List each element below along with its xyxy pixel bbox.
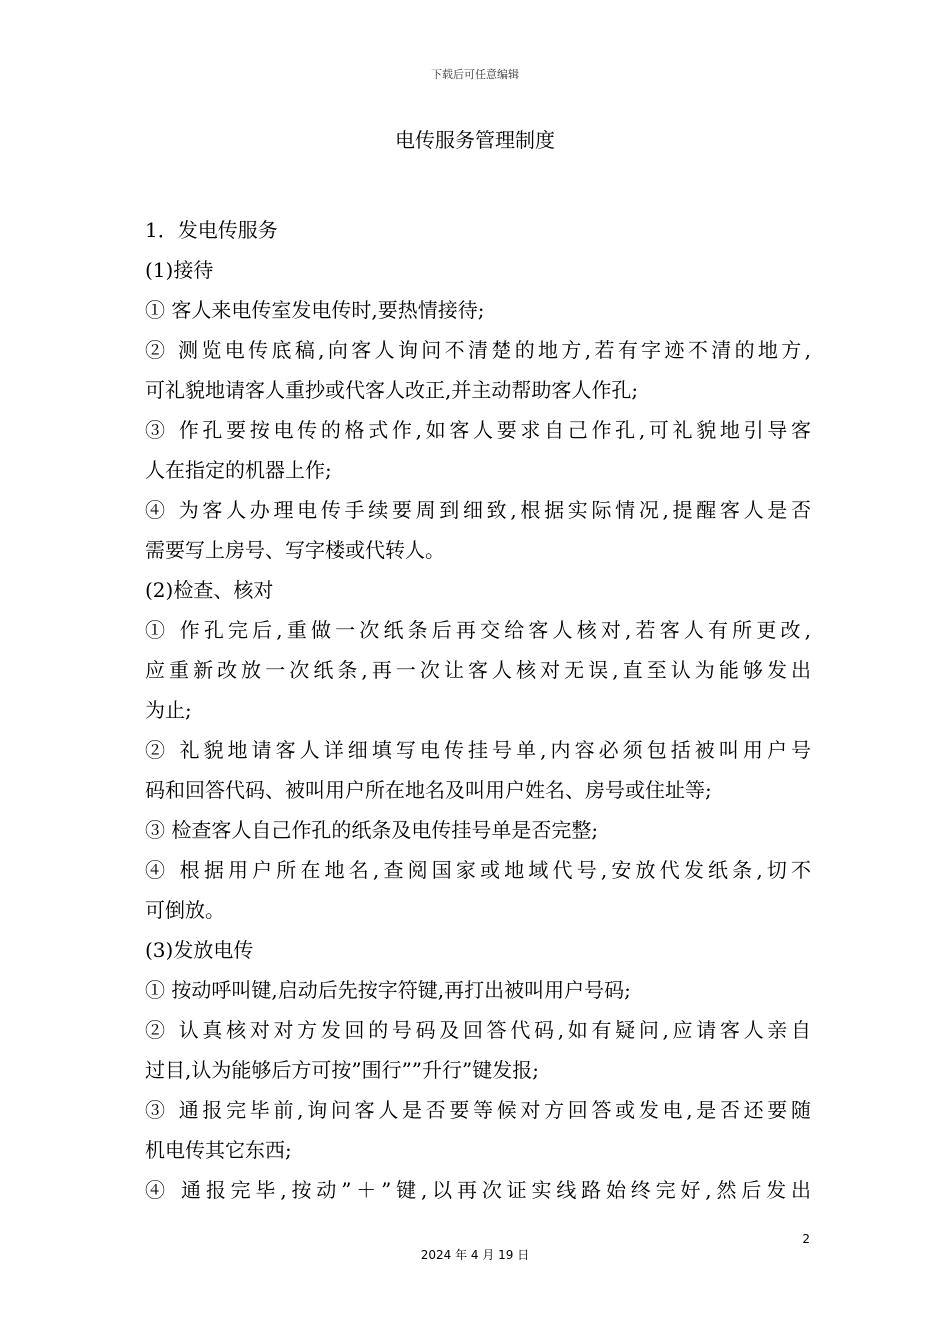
body-line: ④ 通报完毕,按动”＋”键,以再次证实线路始终完好,然后发出 bbox=[145, 1178, 811, 1202]
body-line: 人在指定的机器上作; bbox=[145, 458, 332, 482]
body-line: ④ 根据用户所在地名,查阅国家或地域代号,安放代发纸条,切不 bbox=[145, 858, 811, 882]
body-line: 过目,认为能够后方可按”围行””升行”键发报; bbox=[145, 1058, 539, 1082]
body-line: ④ 为客人办理电传手续要周到细致,根据实际情况,提醒客人是否 bbox=[145, 498, 811, 522]
header-note: 下载后可任意编辑 bbox=[431, 68, 519, 81]
document-body bbox=[145, 210, 811, 1210]
document-title: 电传服务管理制度 bbox=[395, 128, 555, 152]
body-line: 可倒放。 bbox=[145, 898, 225, 922]
body-line: 应重新改放一次纸条,再一次让客人核对无误,直至认为能够发出 bbox=[145, 658, 811, 682]
body-line: (3)发放电传 bbox=[145, 938, 254, 962]
body-line: ② 礼貌地请客人详细填写电传挂号单,内容必须包括被叫用户号 bbox=[145, 738, 811, 762]
body-line: 机电传其它东西; bbox=[145, 1138, 292, 1162]
body-line: 码和回答代码、被叫用户所在地名及叫用户姓名、房号或住址等; bbox=[145, 778, 712, 802]
body-line: ③ 检查客人自己作孔的纸条及电传挂号单是否完整; bbox=[145, 818, 599, 842]
body-line: ① 按动呼叫键,启动后先按字符键,再打出被叫用户号码; bbox=[145, 978, 631, 1002]
body-line: ③ 作孔要按电传的格式作,如客人要求自己作孔,可礼貌地引导客 bbox=[145, 418, 811, 442]
body-line: 可礼貌地请客人重抄或代客人改正,并主动帮助客人作孔; bbox=[145, 378, 639, 402]
body-line: 需要写上房号、写字楼或代转人。 bbox=[145, 538, 445, 562]
body-line: ② 测览电传底稿,向客人询问不清楚的地方,若有字迹不清的地方, bbox=[145, 338, 811, 362]
footer-date: 2024 年 4 月 19 日 bbox=[420, 1248, 530, 1262]
body-line: (1)接待 bbox=[145, 258, 214, 282]
body-line: ② 认真核对对方发回的号码及回答代码,如有疑问,应请客人亲自 bbox=[145, 1018, 811, 1042]
body-line: ① 作孔完后,重做一次纸条后再交给客人核对,若客人有所更改, bbox=[145, 618, 811, 642]
body-line: 为止; bbox=[145, 698, 192, 722]
body-line: (2)检查、核对 bbox=[145, 578, 274, 602]
body-line: ① 客人来电传室发电传时,要热情接待; bbox=[145, 298, 485, 322]
page-number: 2 bbox=[802, 1232, 810, 1246]
body-line: 1．发电传服务 bbox=[145, 218, 278, 242]
body-line: ③ 通报完毕前,询问客人是否要等候对方回答或发电,是否还要随 bbox=[145, 1098, 811, 1122]
